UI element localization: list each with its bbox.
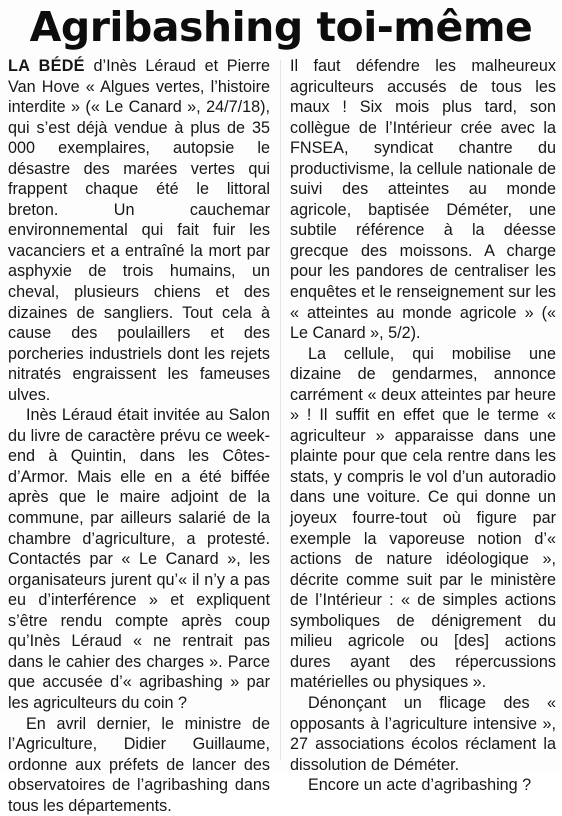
lead-in: LA BÉDÉ — [8, 57, 85, 75]
column-divider — [280, 60, 281, 760]
left-column — [8, 56, 270, 816]
paragraph: Encore un acte d’agribashing ? — [290, 775, 556, 796]
paragraph-text: d’Inès Léraud et Pierre Van Hove « Algues vertes, l’histoire interdite » (« Le Canard », 24/7/18), qui s’est déjà vendue à plus de 35 000 exemplaires, autopsie le désastre des marées vertes qui frappent chaque été le littoral breton. Un cauchemar environnemental qui fait fuir les vacanciers et a entraîné la mort par asphyxie de trois humains, un cheval, plusieurs chiens et des dizaines de sangliers. Tout cela à cause des poulaillers et des porcheries industriels dont les rejets nitratés engraissent les fameuses ulves. — [8, 57, 270, 404]
paragraph — [8, 56, 270, 405]
paragraph: Inès Léraud était invitée au Salon du livre de caractère prévu ce week-end à Quintin, dans les Côtes-d’Armor. Mais elle en a été biffée après que le maire adjoint de la commune, par ailleurs salarié de la chambre d’agriculture, a protesté. Contactés par « Le Canard », les organisateurs jurent qu’« il n’y a pas eu d’interférence » et expliquent s’être rendu compte après coup qu’Inès Léraud « ne rentrait pas dans le cahier des charges ». Parce que accusée d’« agribashing » par les agriculteurs du coin ? — [8, 405, 270, 713]
paragraph: La cellule, qui mobilise une dizaine de gendarmes, annonce carrément « deux atteintes par heure » ! Il suffit en effet que le terme « agriculteur » apparaisse dans une plainte pour que cela rentre dans les stats, y compris le vol d’un autoradio dans une voiture. Ce qui donne un joyeux fourre-tout où figure par exemple la vaporeuse notion d’« actions de nature idéologique », décrite comme suit par le ministère de l’Intérieur : « de simples actions symboliques de dénigrement du milieu agricole ou [des] actions dures ayant des répercussions matérielles ou physiques ». — [290, 344, 556, 693]
headline: Agribashing toi-même — [0, 0, 562, 54]
paragraph: En avril dernier, le ministre de l’Agriculture, Didier Guillaume, ordonne aux préfets de lancer des observatoires de l’agribashing dans tous les départements. — [8, 714, 270, 816]
right-column — [290, 56, 556, 796]
paragraph: Dénonçant un flicage des « opposants à l’agriculture intensive », 27 associations écolos réclament la dissolution de Déméter. — [290, 693, 556, 775]
paragraph: Il faut défendre les malheureux agriculteurs accusés de tous les maux ! Six mois plus tard, son collègue de l’Intérieur crée avec la FNSEA, syndicat chantre du productivisme, la cellule nationale de suivi des atteintes au monde agricole, baptisée Déméter, une subtile référence à la déesse grecque des moissons. A charge pour les pandores de centraliser les enquêtes et le renseignement sur les « atteintes au monde agricole » (« Le Canard », 5/2). — [290, 56, 556, 344]
